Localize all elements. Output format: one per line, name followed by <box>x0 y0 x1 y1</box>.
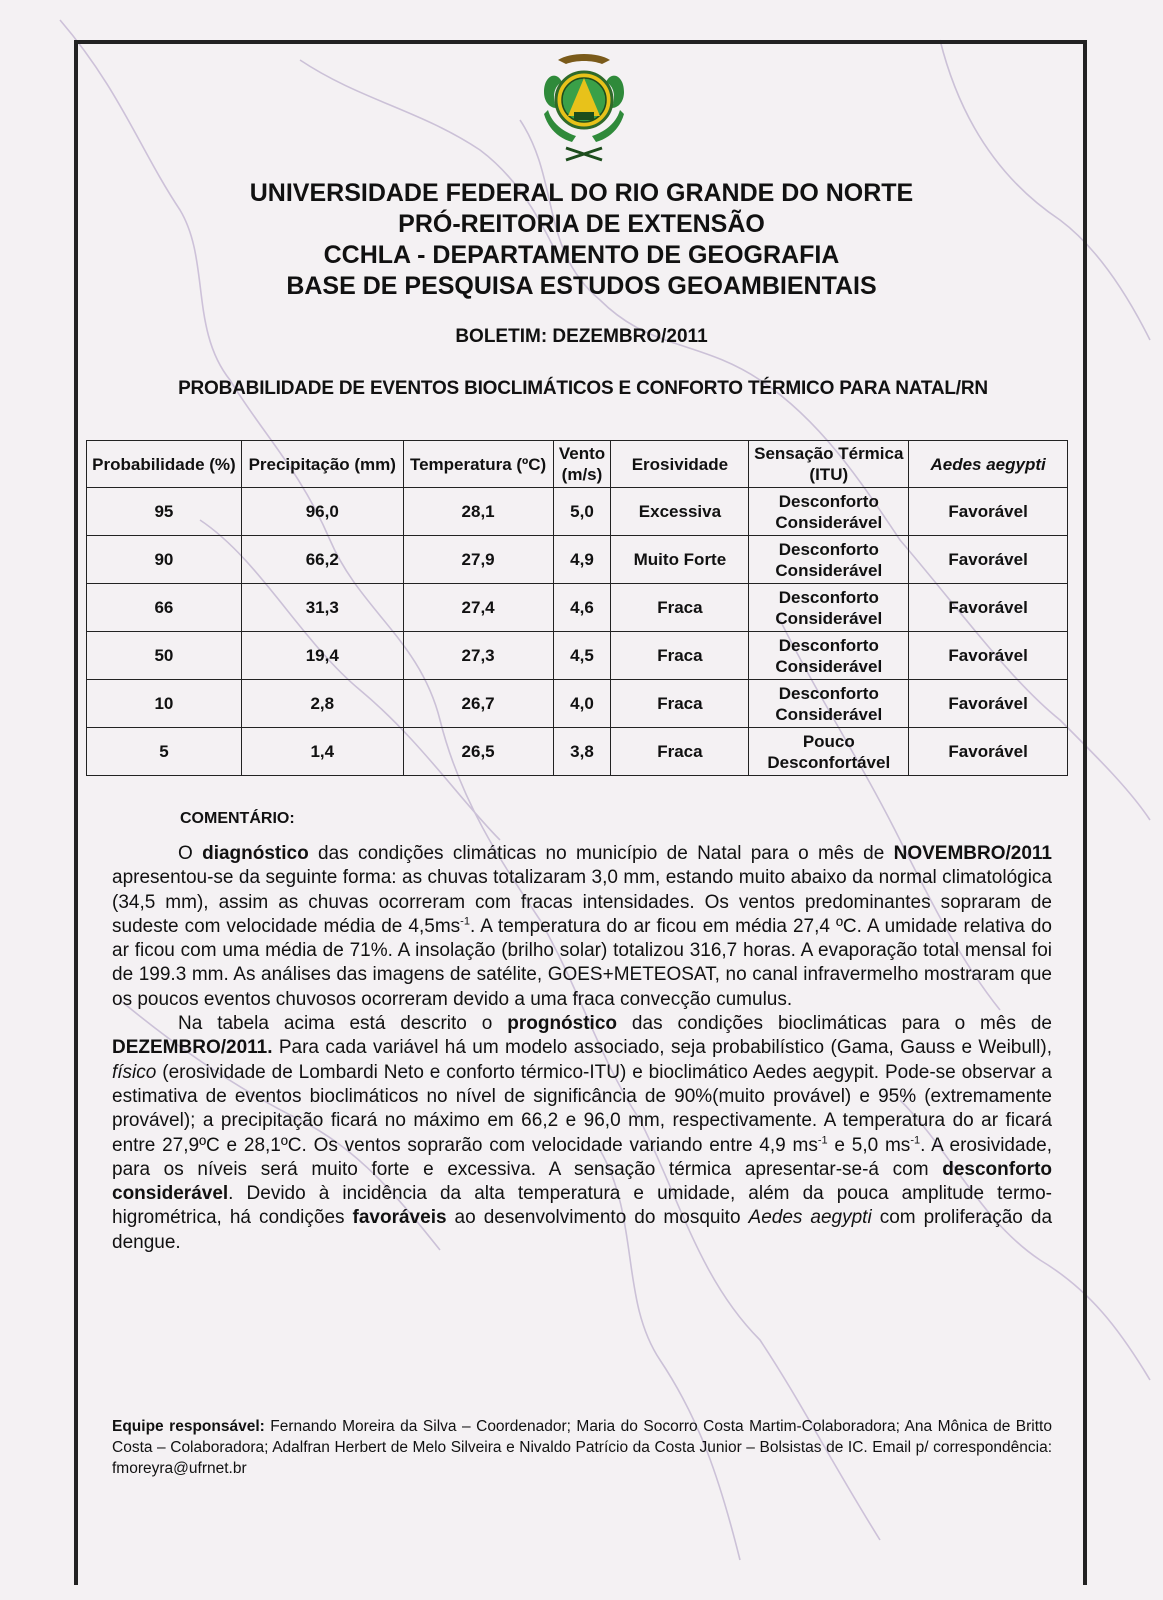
cell-temperatura: 27,4 <box>403 584 553 632</box>
col-header-aedes: Aedes aegypti <box>909 441 1068 488</box>
cell-sensacao: Desconforto Considerável <box>749 632 909 680</box>
cell-aedes: Favorável <box>909 728 1068 776</box>
table-row <box>87 632 1068 680</box>
cell-precipitacao: 66,2 <box>241 536 403 584</box>
text-run: com proliferação da dengue. <box>112 1207 1053 1253</box>
paragraph-prognostico <box>112 1012 1052 1255</box>
col-header-erosividade: Erosividade <box>611 441 749 488</box>
table-header-row <box>87 441 1068 488</box>
text-run: ao desenvolvimento do mosquito <box>446 1207 749 1229</box>
cell-aedes: Favorável <box>909 680 1068 728</box>
cell-precipitacao: 19,4 <box>241 632 403 680</box>
table-row <box>87 488 1068 536</box>
cell-probabilidade: 95 <box>87 488 242 536</box>
bold-run: prognóstico <box>507 1013 618 1035</box>
header-line-department: CCHLA - DEPARTAMENTO DE GEOGRAFIA <box>323 241 840 269</box>
cell-probabilidade: 50 <box>87 632 242 680</box>
cell-aedes: Favorável <box>909 584 1068 632</box>
col-header-precipitacao: Precipitação (mm) <box>241 441 403 488</box>
cell-vento: 4,0 <box>553 680 611 728</box>
bold-run: favoráveis <box>352 1207 447 1229</box>
text-run: das condições climáticas no município de Natal para o mês de <box>308 843 894 864</box>
cell-erosividade: Fraca <box>611 632 749 680</box>
cell-aedes: Favorável <box>909 536 1068 584</box>
cell-sensacao: Desconforto Considerável <box>749 488 909 536</box>
table-caption: PROBABILIDADE DE EVENTOS BIOCLIMÁTICOS E CONFORTO TÉRMICO PARA NATAL/RN <box>178 378 988 399</box>
university-emblem-icon <box>536 52 632 164</box>
col-header-probabilidade: Probabilidade (%) <box>87 441 242 488</box>
cell-temperatura: 26,5 <box>403 728 553 776</box>
cell-temperatura: 28,1 <box>403 488 553 536</box>
cell-vento: 4,9 <box>553 536 611 584</box>
table-row <box>87 728 1068 776</box>
bold-run: DEZEMBRO/2011. <box>112 1037 273 1059</box>
cell-precipitacao: 1,4 <box>241 728 403 776</box>
text-run: apresentou-se da seguinte forma: as chuvas totalizaram 3,0 mm, estando muito abaixo da normal climatológica (34,5 mm), assim as chuvas ocorreram com fracas intensidades. Os ventos predominantes sopraram de sudeste com velocidade média de 4,5ms <box>112 867 1052 937</box>
cell-sensacao: Desconforto Considerável <box>749 680 909 728</box>
cell-precipitacao: 96,0 <box>241 488 403 536</box>
text-run: . A erosividade, para os níveis será muito forte e excessiva. A sensação térmica apresentar-se-á com <box>112 1134 1052 1180</box>
cell-vento: 4,5 <box>553 632 611 680</box>
header-line-university: UNIVERSIDADE FEDERAL DO RIO GRANDE DO NORTE <box>249 179 914 207</box>
cell-erosividade: Fraca <box>611 584 749 632</box>
table-row <box>87 584 1068 632</box>
text-run: Na tabela acima está descrito o <box>178 1013 508 1035</box>
table-row <box>87 680 1068 728</box>
cell-erosividade: Fraca <box>611 728 749 776</box>
cell-temperatura: 26,7 <box>403 680 553 728</box>
cell-vento: 3,8 <box>553 728 611 776</box>
text-run: (erosividade de Lombardi Neto e conforto térmico-ITU) e bioclimático Aedes aegypit. Pode-se observar a estimativa de eventos bioclimáticos no nível de significância de 90%(muito provável) e 95% (extremamente provável); a precipitação ficará no máximo em 66,2 e 96,0 mm, respectivamente. A temperatura do ar ficará entre 27,9ºC e 28,1ºC. Os ventos soprarão com velocidade variando entre 4,9 ms <box>112 1061 1052 1156</box>
cell-sensacao: Desconforto Considerável <box>749 536 909 584</box>
cell-vento: 5,0 <box>553 488 611 536</box>
comment-body <box>112 842 1052 1255</box>
superscript: -1 <box>910 1134 921 1147</box>
team-credits <box>112 1416 1052 1479</box>
cell-aedes: Favorável <box>909 488 1068 536</box>
text-run: das condições bioclimáticas para o mês de <box>617 1013 1052 1035</box>
cell-vento: 4,6 <box>553 584 611 632</box>
header-line-pro-reitoria: PRÓ-REITORIA DE EXTENSÃO <box>398 210 765 238</box>
paragraph-diagnostico <box>112 842 1052 1012</box>
cell-temperatura: 27,3 <box>403 632 553 680</box>
cell-temperatura: 27,9 <box>403 536 553 584</box>
italic-run: Aedes aegypti <box>748 1207 872 1229</box>
cell-sensacao: Desconforto Considerável <box>749 584 909 632</box>
cell-aedes: Favorável <box>909 632 1068 680</box>
text-run: . A temperatura do ar ficou em média 27,4 ºC. A umidade relativa do ar ficou com uma média de 71%. A insolação (brilho solar) totalizou 316,7 horas. A evaporação total mensal foi de 199.3 mm. As análises das imagens de satélite, GOES+METEOSAT, no canal infravermelho mostraram que os poucos eventos chuvosos ocorreram devido a uma fraca convecção cumulus. <box>112 915 1052 1010</box>
comment-heading: COMENTÁRIO: <box>180 810 295 827</box>
team-text: Fernando Moreira da Silva – Coordenador; Maria do Socorro Costa Martim-Colaboradora; Ana Mônica de Britto Costa – Colaboradora; Adalfran Herbert de Melo Silveira e Nivaldo Patrício da Costa Junior – Bolsistas de IC. Email p/ correspondência: fmoreyra@ufrnet.br <box>112 1418 1052 1477</box>
cell-probabilidade: 90 <box>87 536 242 584</box>
text-run: e 5,0 ms <box>827 1134 911 1156</box>
superscript: -1 <box>817 1134 828 1147</box>
cell-erosividade: Muito Forte <box>611 536 749 584</box>
document-header <box>80 178 1083 302</box>
bold-run: diagnóstico <box>202 843 309 864</box>
cell-precipitacao: 31,3 <box>241 584 403 632</box>
text-run: Para cada variável há um modelo associado, seja probabilístico (Gama, Gauss e Weibull), <box>272 1037 1052 1059</box>
text-run: . Devido à incidência da alta temperatura e umidade, além da pouca amplitude termo-higrométrica, há condições <box>112 1183 1052 1229</box>
cell-probabilidade: 10 <box>87 680 242 728</box>
cell-sensacao: Pouco Desconfortável <box>749 728 909 776</box>
cell-probabilidade: 5 <box>87 728 242 776</box>
superscript: -1 <box>460 915 470 928</box>
text-run: O <box>178 843 203 864</box>
team-label: Equipe responsável: <box>112 1418 265 1435</box>
bulletin-title: BOLETIM: DEZEMBRO/2011 <box>455 326 708 347</box>
bioclimatic-table <box>86 440 1068 776</box>
col-header-temperatura: Temperatura (ºC) <box>403 441 553 488</box>
cell-precipitacao: 2,8 <box>241 680 403 728</box>
col-header-vento: Vento (m/s) <box>553 441 611 488</box>
cell-probabilidade: 66 <box>87 584 242 632</box>
cell-erosividade: Fraca <box>611 680 749 728</box>
col-header-sensacao: Sensação Térmica (ITU) <box>749 441 909 488</box>
table-row <box>87 536 1068 584</box>
bold-run: desconforto considerável <box>112 1158 1052 1205</box>
italic-run: físico <box>112 1061 157 1083</box>
bold-run: NOVEMBRO/2011 <box>893 843 1052 864</box>
header-line-research-base: BASE DE PESQUISA ESTUDOS GEOAMBIENTAIS <box>286 272 877 300</box>
cell-erosividade: Excessiva <box>611 488 749 536</box>
